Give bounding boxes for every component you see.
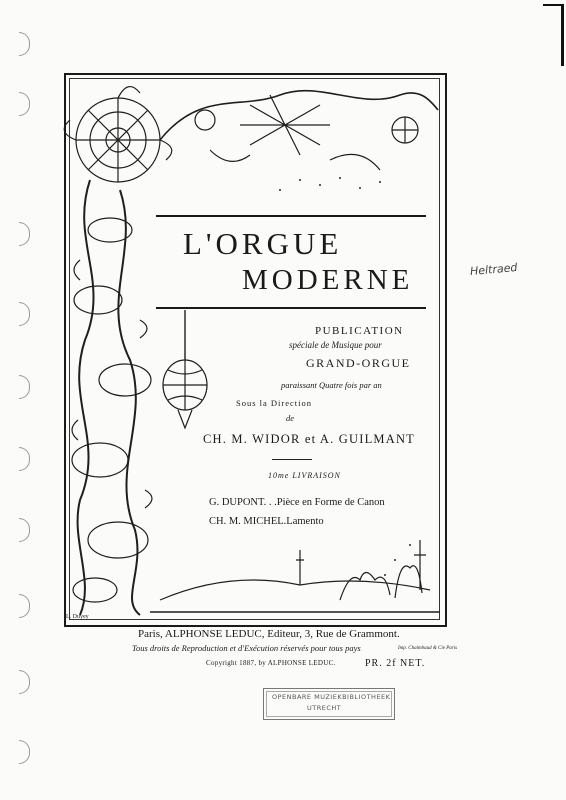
stamp-line-1: OPENBARE MUZIEKBIBLIOTHEEK <box>272 693 391 701</box>
copyright-text: Copyright 1887, by ALPHONSE LEDUC. <box>206 659 336 667</box>
livraison-label: 10me LIVRAISON <box>268 471 341 480</box>
handwritten-note: Heltraed <box>469 260 518 279</box>
speciale-text: spéciale de Musique pour <box>289 340 382 350</box>
stamp-line-2: UTRECHT <box>307 704 342 712</box>
divider <box>272 459 312 460</box>
printer-credit: Imp. Chaimbaud & Cie Paris <box>398 646 458 651</box>
passion-flower-icon <box>64 87 172 182</box>
direction-text: Sous la Direction <box>236 398 313 408</box>
frequency-text: paraissant Quatre fois par an <box>281 380 382 390</box>
directors-text: CH. M. WIDOR et A. GUILMANT <box>203 432 416 446</box>
grand-orgue-text: GRAND-ORGUE <box>306 356 411 370</box>
title-line-2: MODERNE <box>242 264 414 296</box>
rights-line: Tous droits de Reproduction et d'Exécution réservés pour tous pays <box>132 643 361 653</box>
de-text: de <box>286 413 295 423</box>
title-line-1: L'ORGUE <box>183 226 343 261</box>
publisher-line: Paris, ALPHONSE LEDUC, Editeur, 3, Rue de Grammont. <box>138 628 400 640</box>
price-text: PR. 2f NET. <box>365 658 426 669</box>
piece-entry: CH. M. MICHEL.Lamento <box>209 516 324 527</box>
publication-label: PUBLICATION <box>315 325 404 337</box>
engraver-signature: L. Duyey <box>66 614 89 620</box>
piece-entry: G. DUPONT. . .Pièce en Forme de Canon <box>209 497 385 508</box>
